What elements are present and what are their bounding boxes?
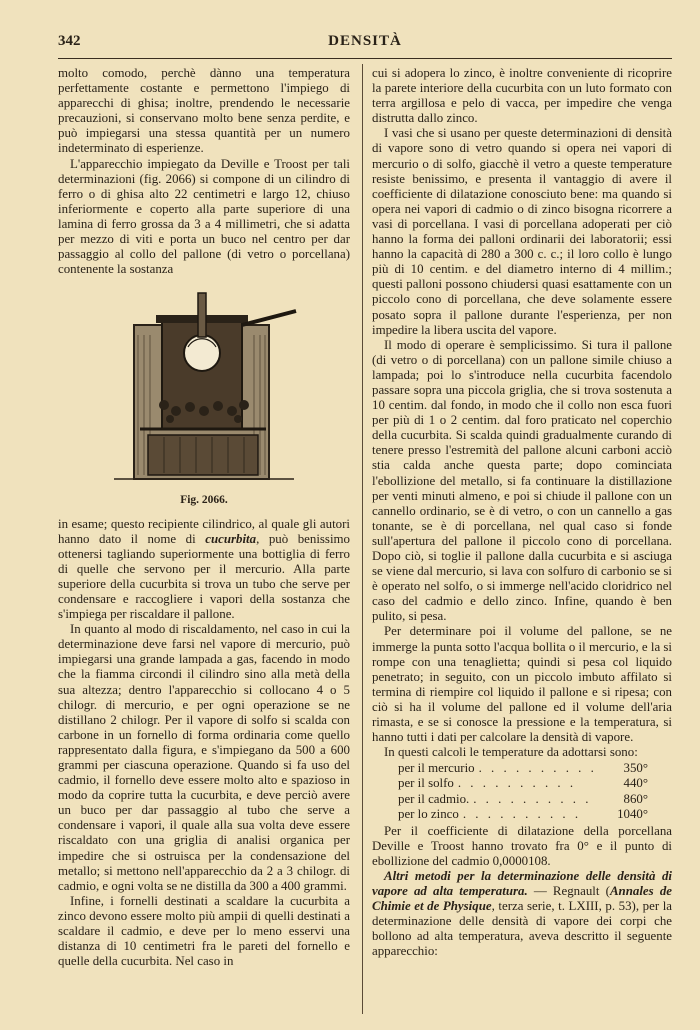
left-paragraph-5: Infine, i fornelli destinati a scaldare la cucurbita a zinco devono essere molto più ampii di quelli destinati a scaldare il cadmio, e deve per lo meno esservi una distanza di 10 centimetri fra le pareti del fornello e quelle della cucurbita. Nel caso in (58, 893, 350, 969)
page-number: 342 (58, 33, 81, 49)
figure-2066 (58, 285, 350, 508)
temperature-row: per il cadmio. . . . . . . . . . . 860° (398, 791, 648, 806)
right-paragraph-3: Il modo di operare è semplicissimo. Si tura il pallone (di vetro o di porcellana) con un pallone simile chiuso a lampada; poi lo s'introduce nella cucurbita facendolo passare sopra una piccola griglia, che si trova sostenuta a 10 centim. dal fondo, in modo che il collo non esca fuori per più di 1 o 2 centim. dal foro praticato nel coperchio della cucurbita. Si scalda quindi gradualmente curando di tenere presso l'estremità del pallone alcuni carboni acciò stia calda anche questa parte; dopo cominciata l'ebollizione del metallo, si fa continuare la distillazione per venti minuti almeno, e poi si chiude il pallone con un cannello ordinario, se è di vetro, o con un cannello a gas tonante, se è di porcellana, nel qual caso si fonde sull'apertura del pallone il piccolo cono di porcellana. Dopo ciò, si toglie il pallone dalla cucurbita e si asciuga se viene dal mercurio, si lava con solfuro di carbonio se si è operato nel solfo, o si immerge nell'acido cloridrico nel caso del cadmio e dello zinco. Infine, quando è ben pulito, si pesa. (372, 337, 672, 624)
header-rule (58, 58, 672, 59)
left-paragraph-2: L'apparecchio impiegato da Deville e Troost per tali determinazioni (fig. 2066) si compone di un cilindro di ferro o di ghisa alto 22 centimetri e largo 12, chiuso inferiormente e coperto alla parte superiore di una lamina di ferro grossa da 3 a 4 millimetri, che si adatta per mezzo di viti e porta un buco nel centro per dar passaggio al collo del pallone (di vetro o porcellana) contenente la sostanza (58, 156, 350, 277)
figure-caption: Fig. 2066. (180, 494, 228, 507)
left-paragraph-1: molto comodo, perchè dànno una temperatura perfettamente costante e permettono l'impiego di apparecchi di ghisa; inoltre, prendendo le necessarie precauzioni, si conservano molto bene senza perdite, e può impiegarsi una stessa quantità per un numero indeterminato di esperienze. (58, 66, 350, 156)
temperature-row: per il mercurio . . . . . . . . . . 350° (398, 761, 648, 776)
temperature-table (372, 761, 672, 821)
temperature-row: per il solfo . . . . . . . . . . 440° (398, 776, 648, 791)
left-column (58, 66, 350, 969)
left-paragraph-3: in esame; questo recipiente cilindrico, al quale gli autori hanno dato il nome di cucurbita, può benissimo ottenersi tagliando superiormente una bottiglia di ferro di quelle che servono per il mercurio. Alla parte superiore della cucurbita si trova un tubo che serve per condensare e raccogliere i vapori della sostanza che s'impiega per riscaldare il pallone. (58, 516, 350, 622)
journal-title: Annales de Chimie et de Physique (372, 884, 672, 914)
right-column (372, 66, 672, 960)
right-paragraph-2: I vasi che si usano per queste determinazioni di densità di vapore sono di vetro quando si opera nei vapori di mercurio o di solfo, giacchè il vetro a queste temperature resiste benissimo, e presenta il vantaggio di avere il coefficiente di dilatazione conosciuto bene: ma quando si opera nei vapori di cadmio o di zinco bisogna ricorrere a vasi di porcellana. I vasi di porcellana adoperati per ciò hanno la forma dei palloni ordinarii dei laboratorii; essi hanno la capacità di 280 a 300 c. c.; il loro collo è lungo più di 10 centim. e del diametro interno di 4 millim.; questi palloni possono chiudersi quasi esattamente con un piccolo cono di porcellana, che deve solamente essere posato sopra il pallone durante l'esperienza, per non impedire la libera uscita del vapore. (372, 126, 672, 337)
right-paragraph-4: Per determinare poi il volume del pallone, se ne immerge la punta sotto l'acqua bollita o il mercurio, e la si rompe con una tenaglietta; quindi si pesa col liquido penetrato; in seguito, con un piccolo imbuto affilato si termina di riempire col liquido il pallone e si ripesa; con ciò si ha il volume del pallone ed il volume dell'aria rimasta, e se si conosce la pressione e la temperatura, si hanno tutti i dati per calcolare la densità di vapore. (372, 624, 672, 745)
temperature-row: per lo zinco . . . . . . . . . . 1040° (398, 806, 648, 821)
furnace-apparatus-illustration (104, 285, 304, 485)
right-paragraph-1: cui si adopera lo zinco, è inoltre conveniente di ricoprire la parete interiore della cucurbita con un luto formato con terra argillosa e pelo di vacca, per impedire che venga distrutta dallo zinco. (372, 66, 672, 126)
right-paragraph-6: Per il coefficiente di dilatazione della porcellana Deville e Troost hanno trovato fra 0° e il punto di ebollizione del cadmio 0,0000108. (372, 823, 672, 868)
right-paragraph-5: In questi calcoli le temperature da adottarsi sono: (384, 745, 638, 760)
right-paragraph-7: Altri metodi per la determinazione delle densità di vapore ad alta temperatura. — Regnault (Annales de Chimie et de Physique, terza serie, t. LXIII, p. 53), per la determinazione delle densità di vapore dei corpi che bollono ad alta temperatura, aveva descritto il seguente apparecchio: (372, 868, 672, 959)
page-header (58, 33, 672, 55)
column-divider (362, 64, 363, 1014)
term-cucurbita: cucurbita (205, 531, 257, 546)
running-title: DENSITÀ (328, 33, 402, 49)
left-paragraph-4: In quanto al modo di riscaldamento, nel caso in cui la determinazione deve farsi nel vapore di mercurio, può impiegarsi una grande lampada a gas, facendo in modo che la fiamma circondi il cilindro sino alla metà della sua altezza; dentro l'apparecchio si collocano 4 o 5 chilogr. di mercurio, e per ogni operazione se ne distillano 2 chilogr. Per il vapore di solfo si scalda con carbone in un fornello di forma ordinaria come quello rappresentato dalla figura, e s'impiegano da 500 a 600 grammi per ciascuna operazione. Quando si fa uso del cadmio, il fornello deve essere molto alto e spazioso in modo da coprire tutta la cucurbita, e deve perciò avere un buco per dar passaggio al tubo che serve a condensare i vapori, il quale alla sua volta deve essere riscaldato con una griglia di analisi organica per impedire che si ostruisca per la condensazione del metallo; si mettono nell'apparecchio da 2 a 3 chilogr. di cadmio, e ogni volta se ne distilla da 300 a 400 grammi. (58, 622, 350, 893)
section-heading: Altri metodi per la determinazione delle densità di vapore ad alta temperatura. (372, 868, 672, 899)
